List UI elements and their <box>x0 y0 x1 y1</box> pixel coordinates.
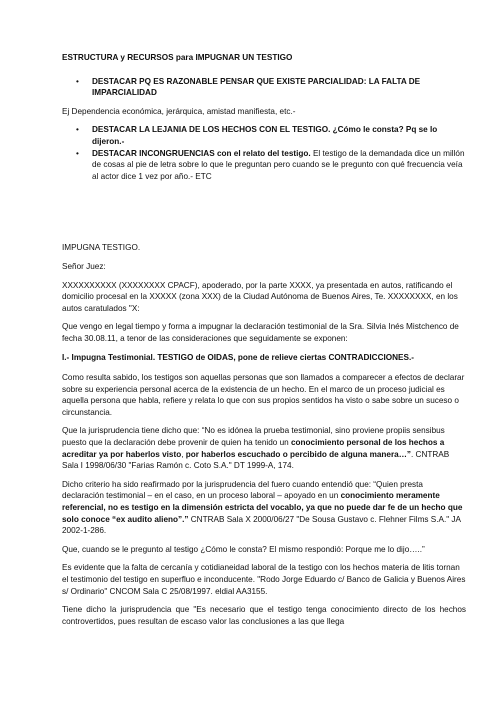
bullet-list-1 <box>62 76 466 99</box>
section-title: I.- Impugna Testimonial. TESTIGO de OIDAS, pone de relieve ciertas CONTRADICCIONES.- <box>62 352 414 362</box>
spacer <box>62 189 466 242</box>
paragraph-text: Dicho criterio ha sido reafirmado por la jurisprudencia del fuero cuando entendió que: “Quien presta declaración testimonial – en el caso, en un proceso laboral – apoyado en un <box>62 479 423 501</box>
paragraph <box>62 425 466 471</box>
salutation: Señor Juez: <box>62 261 106 271</box>
bullet-icon: • <box>76 76 79 86</box>
bullet-text-bold: DESTACAR INCONGRUENCIAS con el relato del testigo. <box>92 148 311 158</box>
bullet-text: El testigo de la demandada dice un millón de cosas al pie de letra sobre lo que le preguntan pero cuando se le pregunto con qué frecuencia veía al actor dice 1 vez por año.- ETC <box>92 148 465 181</box>
paragraph: Que, cuando se le pregunto al testigo ¿Cómo le consta? El mismo respondió: Porque me lo dijo…..” <box>62 544 425 554</box>
citation: CNTRAB Sala X 2000/06/27 "De Sousa Gustavo c. Flehner Films S.A." JA 2002-1-286. <box>62 514 461 536</box>
list-item <box>62 148 466 183</box>
paragraph: Es evidente que la falta de cercanía y cotidianeidad laboral de la testigo con los hechos materia de litis tornan el testimonio del testigo en superfluo e inconducente. "Rodo Jorge Eduardo c/ Banco de Galicia y Buenos Aires s/ Ordinario" CNCOM Sala C 25/08/1997. eldial AA3155. <box>62 563 466 596</box>
paragraph-text-bold: conocimiento personal de los hechos a acreditar ya por haberlos visto <box>62 438 445 459</box>
citation: . CNTRAB Sala I 1998/06/30 "Farias Ramón c. Coto S.A." DT 1999-A, 174. <box>62 449 450 471</box>
bullet-text: DESTACAR LA LEJANIA DE LOS HECHOS CON EL TESTIGO. ¿Cómo le consta? Pq se lo dijeron.- <box>92 125 438 146</box>
paragraph-text-bold: por haberlos escuchado o percibido de alguna manera…” <box>185 449 411 459</box>
bullet-icon: • <box>76 148 79 158</box>
paragraph: XXXXXXXXXX (XXXXXXXX CPACF), apoderado, por la parte XXXX, ya presentada en autos, ratificando el domicilio procesal en la XXXXX (zona XXX) de la Ciudad Autónoma de Buenos Aires, Te. XXXXXXXX, en los autos caratulados "X: <box>62 280 458 313</box>
paragraph: Que vengo en legal tiempo y forma a impugnar la declaración testimonial de la Sra. Silvia Inés Mistchenco de fecha 30.08.11, a tenor de las consideraciones que seguidamente se exponen: <box>62 322 459 343</box>
paragraph <box>62 479 466 537</box>
paragraph-text: Que la jurisprudencia tiene dicho que: “No es idónea la prueba testimonial, sino proviene propiis sensibus puesto que la declaración debe provenir de quien ha tenido un <box>62 426 445 448</box>
example-line: Ej Dependencia económica, jerárquica, amistad manifiesta, etc.- <box>62 106 296 116</box>
bullet-list-2 <box>62 124 466 182</box>
paragraph-text-bold: conocimiento meramente referencial, no es testigo en la dimensión estricta del vocablo, ya que no puede dar fe de un hecho que solo conoce “ex audito alieno”.” <box>62 491 463 524</box>
paragraph: Tiene dicho la jurisprudencia que "Es necesario que el testigo tenga conocimiento directo de los hechos controvertidos, pues resultan de escaso valor las conclusiones a las que llega <box>62 605 466 626</box>
bullet-icon: • <box>76 125 79 135</box>
list-item <box>62 124 466 147</box>
paragraph-text: , <box>181 449 186 459</box>
list-item <box>62 76 466 99</box>
impugna-heading: IMPUGNA TESTIGO. <box>62 243 141 253</box>
document-title: ESTRUCTURA y RECURSOS para IMPUGNAR UN TESTIGO <box>62 53 293 62</box>
bullet-text: DESTACAR PQ ES RAZONABLE PENSAR QUE EXISTE PARCIALIDAD: LA FALTA DE IMPARCIALIDAD <box>92 76 421 98</box>
paragraph: Como resulta sabido, los testigos son aquellas personas que son llamados a comparecer a efectos de declarar sobre su experiencia personal acerca de la existencia de un hecho. En el marco de un proceso judicial es aquella persona que habla, refiere y relata lo que con sus propios sentidos ha visto o sabe sobre un suceso o circunstancia. <box>62 373 465 417</box>
document-page <box>62 52 466 634</box>
